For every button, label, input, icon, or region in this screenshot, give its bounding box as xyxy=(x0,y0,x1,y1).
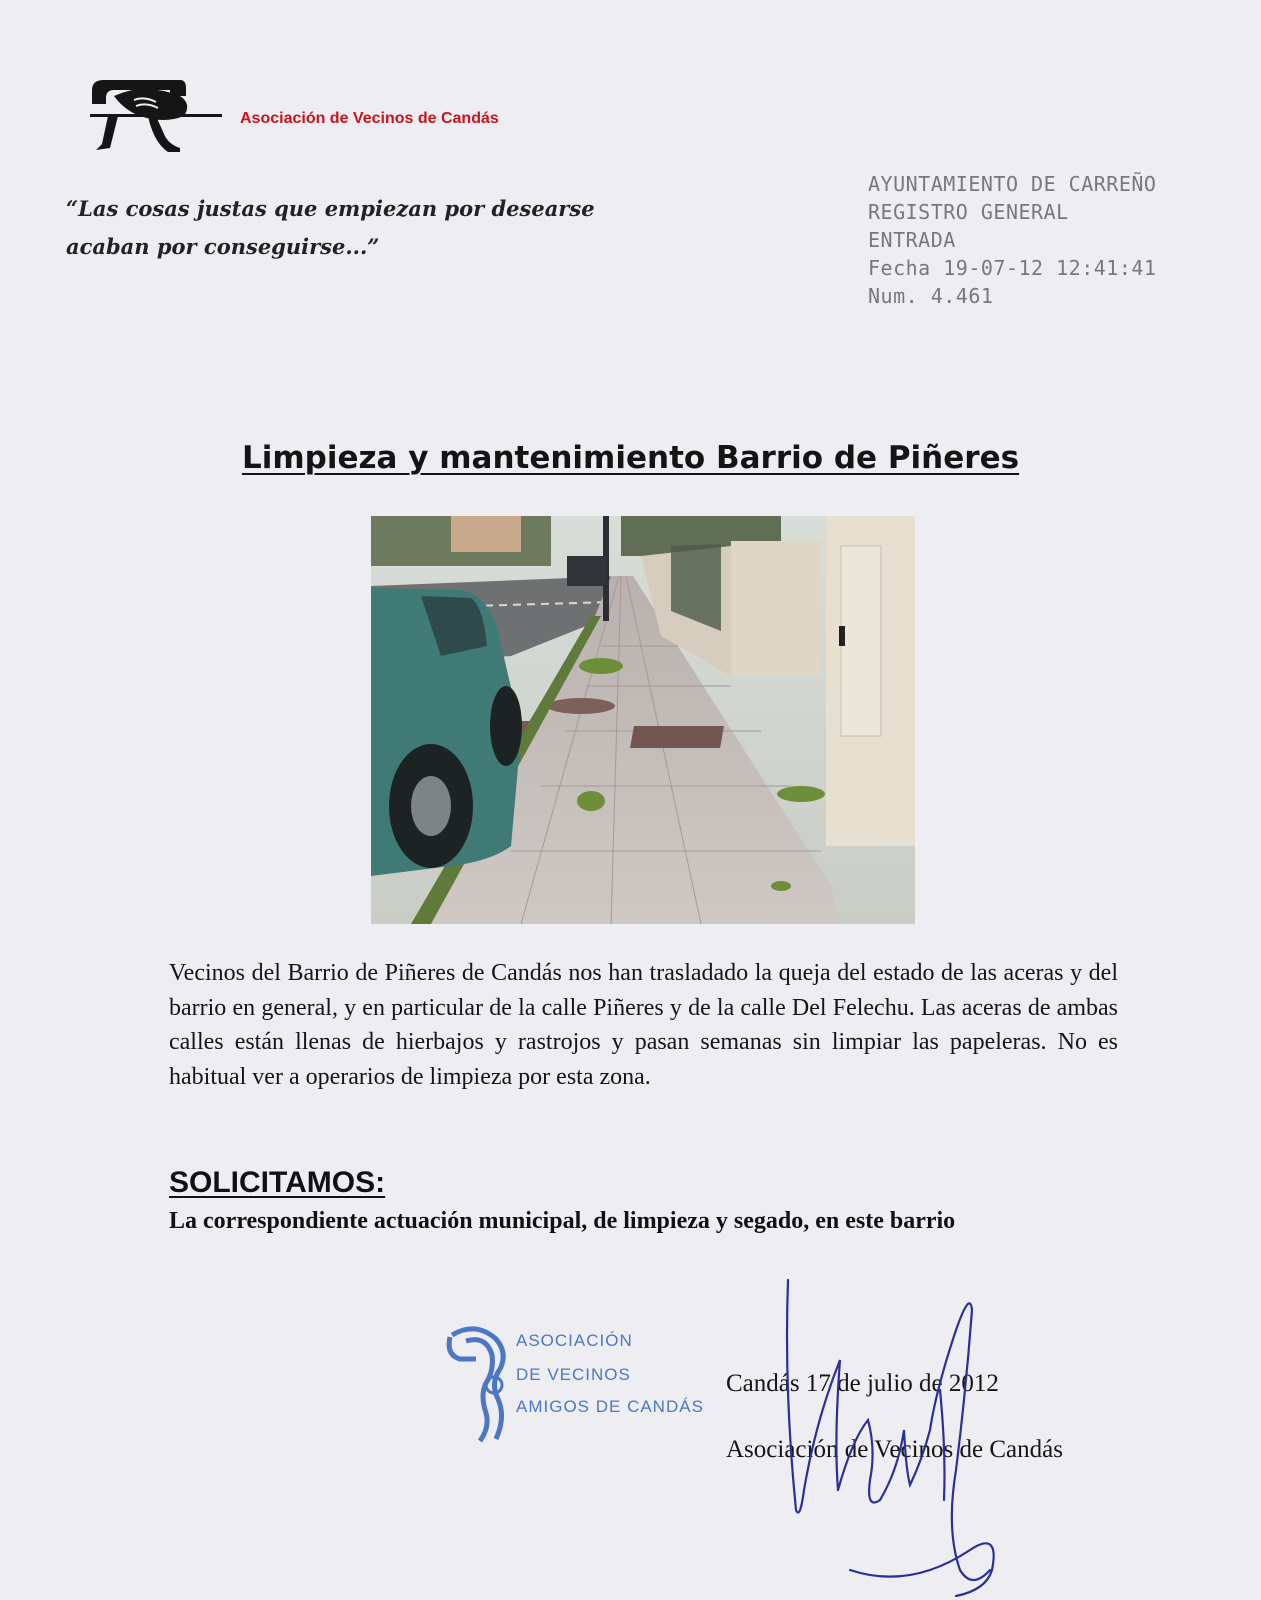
sidewalk-photo xyxy=(371,516,915,924)
motto-line: acaban por conseguirse...” xyxy=(66,234,380,259)
motto xyxy=(66,190,626,266)
registry-stamp-number: Num. 4.461 xyxy=(868,284,994,308)
document-title xyxy=(0,440,1261,476)
association-stamp xyxy=(446,1325,706,1445)
registry-stamp-line: AYUNTAMIENTO DE CARREÑO xyxy=(868,172,1157,196)
registry-stamp-date: Fecha 19-07-12 12:41:41 xyxy=(868,256,1157,280)
request-text: La correspondiente actuación municipal, de limpieza y segado, en este barrio xyxy=(169,1208,956,1234)
document-title-text: Limpieza y mantenimiento Barrio de Piñeres xyxy=(241,440,1020,476)
association-stamp-line: ASOCIACIÓN xyxy=(516,1331,633,1350)
place-and-date: Candás 17 de julio de 2012 xyxy=(726,1370,999,1397)
registry-stamp-line: REGISTRO GENERAL xyxy=(868,200,1069,224)
registry-stamp-line: ENTRADA xyxy=(868,228,956,252)
request-heading: SOLICITAMOS: xyxy=(169,1166,386,1199)
signatory: Asociación de Vecinos de Candás xyxy=(726,1436,1063,1463)
organization-name: Asociación de Vecinos de Candás xyxy=(240,110,499,127)
association-stamp-line: AMIGOS DE CANDÁS xyxy=(516,1397,704,1416)
complaint-paragraph: Vecinos del Barrio de Piñeres de Candás nos han trasladado la queja del estado de las aceras y del barrio en general, y en particular de la calle Piñeres y de la calle Del Felechu. Las aceras de ambas calles están llenas de hierbajos y rastrojos y pasan semanas sin limpiar las papeleras. No es habitual ver a operarios de limpieza por esta zona. xyxy=(169,960,1118,1090)
registry-stamp xyxy=(868,170,1156,310)
handwritten-signature xyxy=(760,1270,1060,1600)
association-stamp-line: DE VECINOS xyxy=(516,1365,631,1384)
knot-icon xyxy=(446,1325,516,1445)
association-logo xyxy=(84,74,230,160)
motto-line: “Las cosas justas que empiezan por desearse xyxy=(66,196,595,221)
